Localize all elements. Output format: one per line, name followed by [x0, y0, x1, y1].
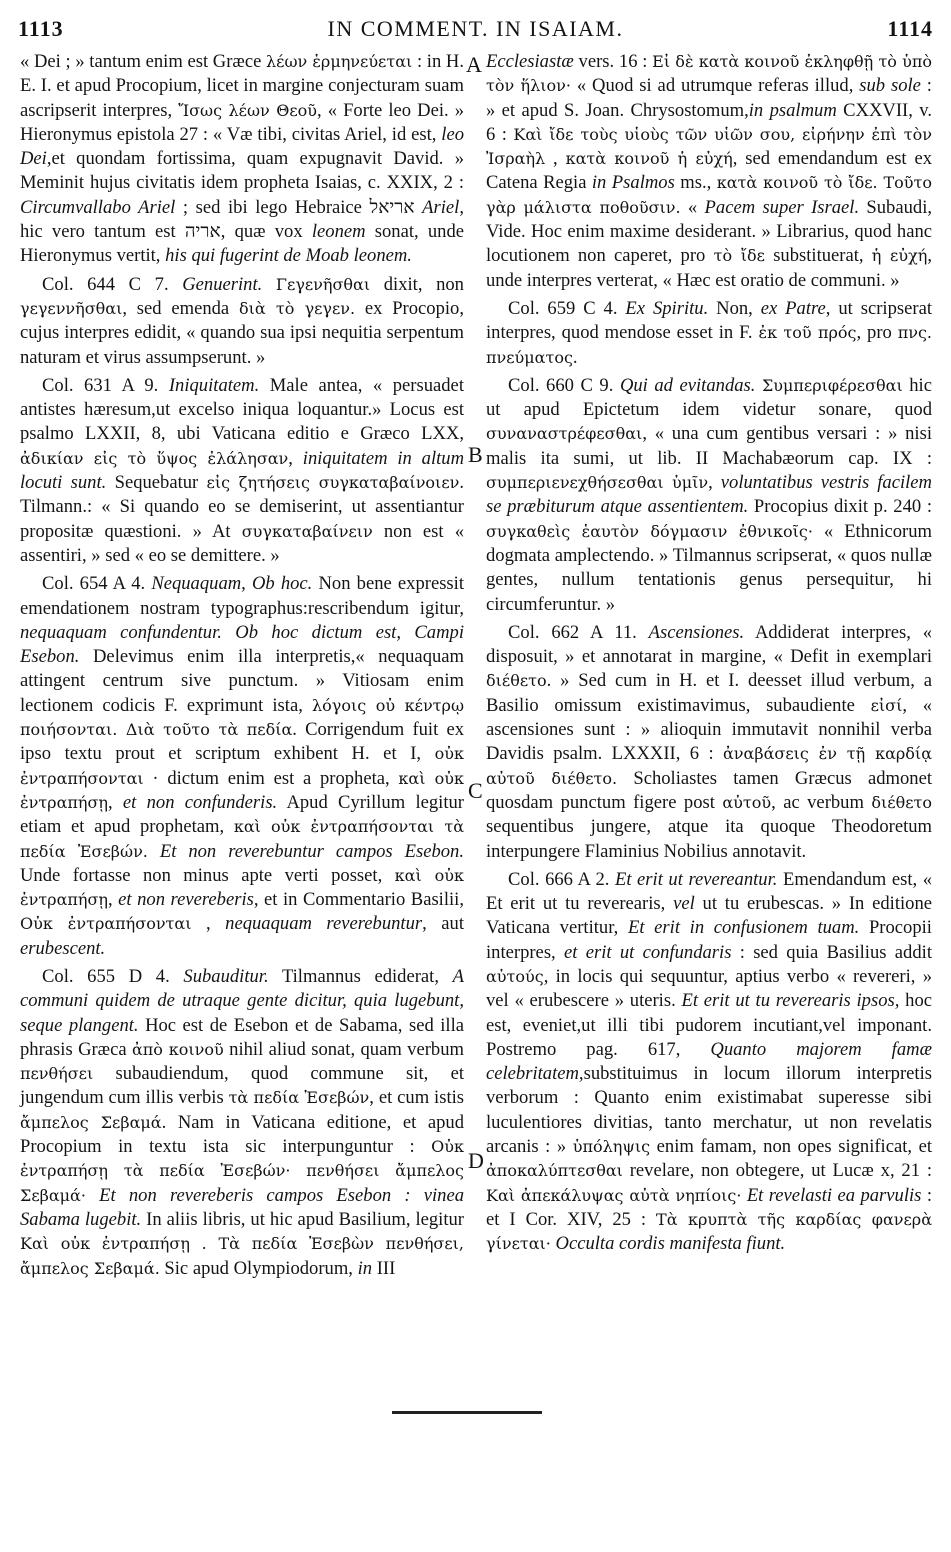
text-run: , aut [422, 913, 464, 935]
greek-text: τὰ πεδία Ἐσεβών [228, 1088, 370, 1108]
text-run: , sed emendandum est ex Catena Regia [486, 148, 933, 194]
italic-text: Pacem super Israel. [704, 196, 860, 218]
text-run: Col. 659 C 4. [508, 297, 626, 319]
paragraph [20, 374, 464, 568]
text-run: . Tilmann.: « Si quando eo se demiserint, ut assentiantur propositæ quæstioni. » At [20, 472, 464, 542]
italic-text: Occulta cordis manifesta fiunt. [555, 1233, 786, 1255]
greek-text: εἰσί [870, 695, 903, 715]
greek-text: εἰς ζητήσεις συγκαταβαίνοιεν [206, 473, 460, 493]
italic-text: leo Dei [20, 123, 464, 170]
text-run: hic ut apud Epictetum idem videtur sonare, quod [486, 374, 932, 421]
greek-text: πενθήσει [20, 1064, 94, 1084]
text-run: Procopii interpres, [486, 917, 932, 963]
text-run: subaudiendum, quod commune sit, et jungendum cum illis verbis [20, 1063, 464, 1109]
greek-text: πνς. πνεύματος [486, 323, 932, 367]
greek-text: κατὰ κοινοῦ τὸ ἴδε. Τοῦτο γὰρ μάλιστα ποθοῦσιν. [486, 173, 932, 217]
greek-text: ὑπόληψις [572, 1137, 651, 1157]
text-run: Col. 662 A 11. [508, 621, 649, 643]
text-run: « Quod si ad utrumque referas illud, [570, 75, 860, 97]
greek-text: γεγεννῆσθαι [20, 298, 123, 318]
text-run: substituerat, [764, 245, 872, 267]
text-run: , et cum istis [369, 1087, 465, 1109]
italic-text: Et non reverebuntur campos Esebon. [159, 840, 464, 862]
text-run: , [545, 148, 566, 170]
greek-text: οὐκ ἐντραπήσονται [20, 744, 464, 788]
text-run: sonat, unde Hieronymus vertit, [20, 221, 464, 267]
greek-text: ἄμπελος Σεβαμά [20, 1112, 162, 1132]
greek-text: καὶ οὐκ ἐντραπήσῃ [20, 768, 464, 812]
text-run: , in locis qui sequuntur, aptius verbo « revereri, » vel « erubescere » uteris. [486, 965, 932, 1012]
greek-text: συγκαθεὶς ἑαυτὸν δόγμασιν ἐθνικοῖς· [486, 521, 813, 541]
text-run: revelare, non obtegere, ut Lucæ x, 21 : [622, 1160, 932, 1182]
italic-text: Et erit ut tu reverearis ipsos, [681, 990, 900, 1012]
text-run: ut tu erubescas. » In editione Vaticana vertitur, [486, 893, 932, 939]
text-run: Col. 654 A 4. [42, 573, 152, 595]
text-run: : in H. E. I. et apud Procopium, licet in margine conjecturam suam ascripserit interpres, [20, 51, 465, 121]
margin-marker-a: A [466, 52, 482, 77]
italic-text: Ex Spiritu. [625, 297, 709, 319]
greek-text: Οὐκ ἐντραπήσονται [20, 914, 192, 934]
italic-text: Ascensiones. [648, 621, 745, 643]
page-number-left: 1113 [18, 16, 64, 41]
text-run: , [107, 889, 119, 911]
greek-text: αὐτοῦ [722, 792, 772, 812]
italic-text: Et erit in confusionem tuam. [627, 917, 860, 939]
text-run: , [107, 791, 123, 813]
italic-text: Ecclesiastæ [486, 51, 574, 72]
text-run: , [191, 913, 226, 935]
text-run: « Dei ; » tantum enim est Græce [20, 51, 267, 72]
text-run: Scholiastes tamen Græcus admonet quosdam punctum figere post [486, 767, 932, 813]
greek-text: διέθετο [871, 792, 932, 812]
greek-text: Καὶ ἴδε τοὺς υἱοὺς τῶν υἱῶν σου, εἰρήνην ἐπὶ τὸν Ἰσραὴλ [486, 124, 932, 169]
text-run: ms., [674, 172, 717, 194]
text-run: ; sed ibi lego Hebraice אריאל [175, 196, 423, 218]
italic-text: nequaquam confundentur. Ob hoc dictum est, Campi Esebon. [20, 621, 464, 668]
greek-text: τὸ ἴδε [713, 246, 765, 266]
text-run: Col. 666 A 2. [508, 868, 615, 890]
text-run: vers. 16 : [573, 51, 653, 72]
text-run: : et I Cor. XIV, 25 : [486, 1184, 932, 1230]
text-run: hoc est, eveniet,ut illi tibi pudorem incutiant,vel imponant. Postremo pag. 617, [486, 990, 932, 1060]
text-run: III [372, 1257, 396, 1279]
greek-text: Οὐκ ἐντραπήσῃ τὰ πεδία Ἐσεβών· πενθήσει ἄμπελος Σεβαμά· [20, 1137, 464, 1205]
text-run: nihil aliud sonat, quam verbum [223, 1038, 464, 1060]
page-header [14, 16, 937, 44]
greek-text: αὐτούς [486, 966, 544, 986]
text-run: , « Forte leo Dei. » Hieronymus epistola 27 : « Væ tibi, civitas Ariel, id est, [20, 99, 465, 145]
greek-text: διὰ τὸ γεγεν. [238, 298, 356, 318]
greek-text: καὶ οὐκ ἐντραπήσῃ [20, 865, 464, 910]
greek-text: ἡ εὐχή [871, 246, 928, 266]
italic-text: Qui ad evitandas. [619, 374, 756, 396]
text-run: dixit, non [370, 273, 464, 295]
text-run: Male antea, « persuadet antistes hæresum,ut excelso iniqua loquantur.» Locus est psalmo LXXII, 8, ubi Vaticana editio e Græco LXX, [20, 374, 464, 445]
right-text-column [486, 50, 932, 1261]
greek-text: κατὰ κοινοῦ ἡ εὐχή [565, 149, 733, 169]
greek-text: Γεγενῆσθαι [275, 274, 371, 294]
greek-text: συγκαταβαίνειν [241, 521, 373, 541]
text-run: Col. 644 C 7. [42, 273, 183, 295]
text-run: Apud Cyrillum legitur etiam et apud prophetam, [20, 791, 464, 838]
italic-text: Et erit ut revereantur. [614, 868, 778, 890]
end-rule [392, 1411, 542, 1414]
text-run: . » Sed cum in H. et I. deesset illud verbum, a Basilio omissum existimavimus, subaudiente [486, 670, 932, 716]
text-run: « Ethnicorum dogmata amplectendo. » Tilmannus scripserat, « quos nullæ gentes, nullum tentationis genus persequitur, hi circumferuntur. » [486, 520, 932, 615]
italic-text: A communi quidem de utraque gente dicitur, quia lugebunt, seque plangent. [20, 965, 465, 1036]
text-run: Addiderat interpres, « disposuit, » et annotarat in margine, « Defit in exemplari [486, 621, 932, 668]
italic-text: in psalmum [748, 99, 837, 121]
text-run: , « ascensiones sunt : » alioquin immutavit nonnihil verba Davidis psalm. LXXXII, 6 : [486, 694, 932, 765]
text-run: , et in Commentario Basilii, [253, 889, 464, 911]
left-text-column [20, 50, 464, 1285]
greek-text: Καὶ ἀπεκάλυψας αὐτὰ νηπίοις· [486, 1185, 742, 1205]
greek-text: ἀπὸ κοινοῦ [131, 1039, 224, 1059]
text-run: non est « assentiri, » sed « eo se demittere. » [20, 520, 464, 566]
text-run: Procopius dixit p. 240 : [748, 496, 932, 518]
greek-text: Συμπεριφέρεσθαι [761, 375, 903, 395]
italic-text: nequaquam reverebuntur [225, 913, 423, 935]
paragraph [486, 374, 932, 617]
greek-text: ἐκ τοῦ πρός [758, 323, 857, 343]
paragraph [486, 50, 932, 293]
text-run: . Nam in Vaticana editione, et apud Procopium in textu ista sic interpunguntur : [20, 1111, 465, 1158]
italic-text: in [357, 1257, 373, 1279]
text-run: , unde interpres verterat, « Hæc est oratio de communi. » [486, 245, 933, 291]
text-run [148, 841, 160, 862]
italic-text: Nequaquam, Ob hoc. [151, 573, 313, 595]
paragraph [486, 621, 932, 864]
text-run: , sed emenda [122, 297, 239, 319]
text-run: . Corrigendum fuit ex ipso textu prout et scriptum exhibent H. et I, [20, 719, 464, 765]
greek-text: Τὰ κρυπτὰ τῆς καρδίας φανερὰ γίνεται· [486, 1209, 932, 1254]
greek-text: λέων ἑρμηνεύεται [266, 52, 413, 71]
text-run: , hic vero tantum est אריה, quæ vox [20, 196, 464, 243]
text-run [86, 1185, 99, 1206]
text-run: Hoc est de Esebon et de Sabama, sed illa phrasis Græca [20, 1014, 464, 1060]
text-run: · dictum enim est a propheta, [143, 767, 399, 789]
text-run: : sed quia Basilius addit [731, 941, 932, 963]
text-run: : » et apud S. Joan. Chrysostomum, [486, 75, 932, 121]
text-run: ex Procopio, cujus interpres edidit, « quando sua ipsi nequitia serpentum naturam et virus assumpserunt. » [20, 297, 464, 368]
running-title: IN COMMENT. IN ISAIAM. [327, 16, 624, 41]
text-run: Col. 660 C 9. [508, 374, 620, 396]
margin-marker-c: C [468, 778, 483, 803]
greek-text: συμπεριενεχθήσεσθαι ὑμῖν [486, 473, 709, 493]
italic-text: voluntatibus vestris facilem se præbiturum atque assentientem. [486, 472, 932, 518]
greek-text: καὶ οὐκ ἐντραπήσονται τὰ πεδία Ἐσεβών. [20, 817, 464, 861]
text-run: Col. 631 A 9. [42, 374, 169, 396]
text-run: Col. 655 D 4. [42, 965, 184, 987]
italic-text: Ariel [422, 196, 460, 218]
italic-text: et non confunderis. [122, 791, 278, 813]
italic-text: vel [673, 893, 695, 915]
italic-text: leonem [311, 221, 366, 243]
paragraph [20, 273, 464, 370]
greek-text: διέθετο [486, 671, 547, 691]
text-run: , [708, 472, 721, 494]
italic-text: erubescent. [20, 937, 106, 959]
text-run: ,et quondam fortissima, quam expugnavit David. » Meminit hujus civitatis idem propheta Isaias, c. XXIX, 2 : [20, 148, 464, 194]
text-run: , « una cum gentibus versari : » nisi malis ita sumi, ut lib. II Machabæorum cap. IX : [486, 423, 932, 469]
greek-text: ἀδικίαν εἰς τὸ ὕψος ἐλάλησαν [20, 448, 289, 468]
text-run: , ac verbum [771, 791, 872, 813]
text-run: Unde fortasse non minus apte verti posset, [20, 864, 395, 886]
italic-text: Iniquitatem. [168, 374, 260, 396]
text-run: Tilmannus ediderat, [268, 965, 453, 987]
greek-text: ἀναβάσεις ἐν τῇ καρδίᾳ αὐτοῦ διέθετο. [486, 744, 932, 788]
text-run: enim famam, non opes significat, et [650, 1136, 932, 1158]
text-run: , ut scripserat interpres, quod mendose esset in F. [486, 297, 932, 344]
greek-text: λόγοις οὐ κέντρῳ ποιήσονται. Διὰ τοῦτο τὰ πεδία [20, 695, 464, 740]
text-run: Non bene expressit emendationem nostram typographus:rescribendum igitur, [20, 573, 464, 619]
margin-marker-d: D [468, 1148, 484, 1173]
greek-text: Καὶ οὐκ ἐντραπήσῃ . Τὰ πεδία Ἐσεβὼν πενθήσει, ἄμπελος Σεβαμά. [20, 1234, 464, 1278]
italic-text: ex Patre [760, 297, 826, 319]
greek-text: ἀποκαλύπτεσθαι [486, 1161, 623, 1181]
text-run [262, 274, 276, 295]
paragraph [20, 572, 464, 961]
paragraph [20, 50, 464, 269]
italic-text: Circumvallabo Ariel [20, 196, 176, 218]
text-run: CXXVII, v. 6 : [486, 99, 932, 145]
text-run: Subaudi, Vide. Hoc enim maxime desiderant. » Librarius, quod hanc locutionem non caperet, pro [486, 196, 933, 267]
italic-text: his qui fugerint de Moab leonem. [165, 245, 412, 267]
italic-text: Et non revereberis campos Esebon : vinea Sabama lugebit. [20, 1184, 464, 1230]
italic-text: sub sole [859, 75, 921, 97]
paragraph [486, 868, 932, 1257]
paragraph [20, 965, 464, 1281]
text-run: Non, [708, 297, 761, 319]
text-run: « [680, 196, 705, 218]
italic-text: et non revereberis [118, 889, 254, 911]
text-run: , [288, 447, 303, 469]
text-run: Sic apud Olympiodorum, [159, 1257, 358, 1279]
paragraph [486, 297, 932, 370]
text-run: Sequebatur [106, 472, 207, 494]
italic-text: Subauditur. [183, 965, 269, 987]
italic-text: Quanto majorem famæ celebritatem, [486, 1038, 932, 1085]
text-run: . [572, 346, 578, 368]
italic-text: et erit ut confundaris [564, 941, 732, 963]
text-run: , pro [856, 322, 898, 344]
text-run: substituimus in locum illorum interpretis verborum : Quanto enim existimabat superesse sibi luculentiores divitias, tanto merchatur, ut non revelatis arcanis : » [486, 1063, 932, 1158]
text-run: Delevimus enim illa interpretis,« nequaquam attingent centrum sive punctum. » Vitiosam enim lectionem codicis F. exprimunt ista, [20, 646, 464, 716]
greek-text: συναναστρέφεσθαι [486, 424, 643, 444]
text-run: sequentibus jungere, atque ita quoque Theodoretum interpungere Flaminius Nobilius annotavit. [486, 816, 932, 862]
text-run: In aliis libris, ut hic apud Basilium, legitur [141, 1208, 464, 1230]
page-number-right: 1114 [887, 16, 933, 41]
greek-text: Ἴσως λέων Θεοῦ [178, 100, 317, 120]
italic-text: Genuerint. [182, 273, 263, 295]
italic-text: in Psalmos [591, 172, 675, 194]
italic-text: iniquitatem in altum locuti sunt. [20, 447, 465, 494]
margin-marker-b: B [468, 442, 483, 467]
italic-text: Et revelasti ea parvulis [746, 1184, 922, 1206]
greek-text: Εἰ δὲ κατὰ κοινοῦ ἐκληφθῇ τὸ ὑπὸ τὸν ἥλιον· [486, 52, 932, 96]
text-run: Emendandum est, « Et erit ut tu reverearis, [486, 868, 932, 915]
